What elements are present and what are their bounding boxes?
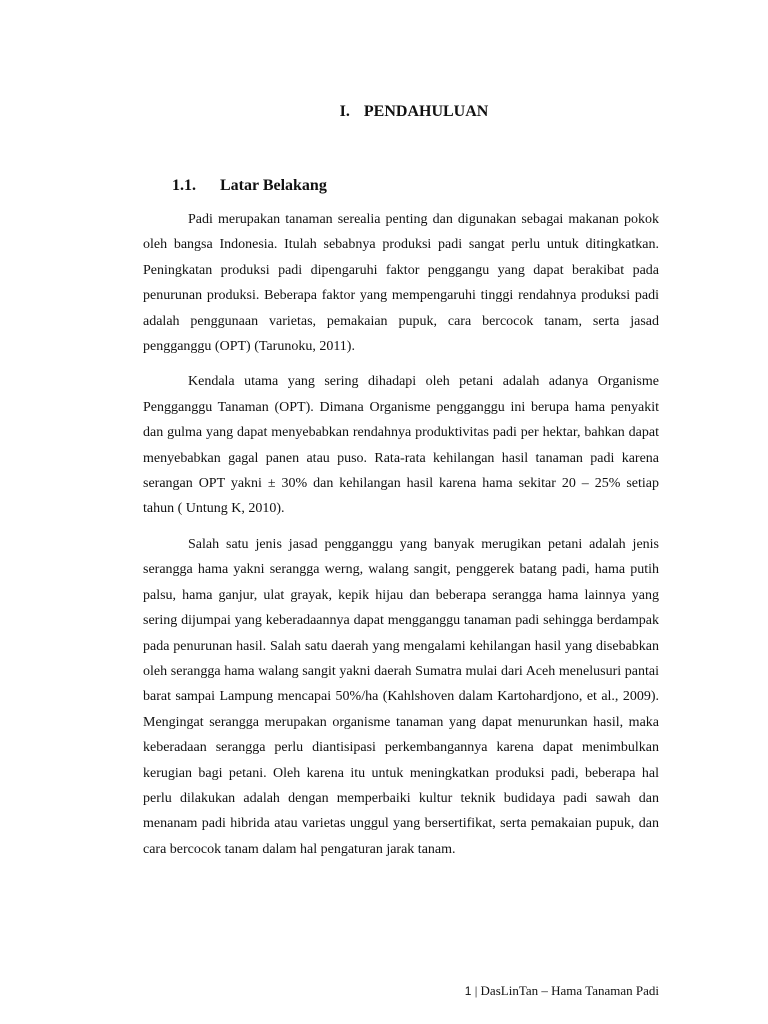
page-footer <box>465 983 659 999</box>
footer-separator: | <box>474 983 478 998</box>
chapter-number: I. <box>339 103 350 120</box>
body-text <box>143 207 659 872</box>
paragraph-2: Kendala utama yang sering dihadapi oleh petani adalah adanya Organisme Pengganggu Tanaman (OPT). Dimana Organisme pengganggu ini berupa hama penyakit dan gulma yang dapat menyebabkan rendahnya produktivitas padi per hektar, bahkan dapat menyebabkan gagal panen atau puso. Rata-rata kehilangan hasil tanaman padi karena serangan OPT yakni ± 30% dan kehilangan hasil karena hama sekitar 20 – 25% setiap tahun ( Untung K, 2010). <box>143 374 659 517</box>
page-number: 1 <box>464 984 472 998</box>
section-heading <box>172 177 327 195</box>
chapter-title <box>0 103 768 121</box>
section-title-text: Latar Belakang <box>220 177 327 194</box>
paragraph-3: Salah satu jenis jasad pengganggu yang banyak merugikan petani adalah jenis serangga hama yakni serangga werng, walang sangit, penggerek batang padi, hama putih palsu, hama ganjur, ulat grayak, kepik hijau dan beberapa serangga hama lainnya yang sering dijumpai yang keberadaannya dapat mengganggu tanaman padi sehingga berdampak pada penurunan hasil. Salah satu daerah yang mengalami kehilangan hasil yang disebabkan oleh serangga hama walang sangit yakni daerah Sumatra mulai dari Aceh menelusuri pantai barat sampai Lampung mencapai 50%/ha (Kahlshoven dalam Kartohardjono, et al., 2009). Mengingat serangga merupakan organisme tanaman yang dapat menurunkan hasil, maka keberadaan serangga perlu diantisipasi perkembangannya karena dapat menimbulkan kerugian bagi petani. Oleh karena itu untuk meningkatkan produksi padi, beberapa hal perlu dilakukan adalah dengan memperbaiki kultur teknik budidaya padi sawah dan menanam padi hibrida atau varietas unggul yang bersertifikat, serta pemakaian pupuk, dan cara bercocok tanam dalam hal pengaturan jarak tanam. <box>143 536 659 857</box>
section-number: 1.1. <box>172 177 196 194</box>
running-title: DasLinTan – Hama Tanaman Padi <box>480 983 659 998</box>
chapter-title-text: PENDAHULUAN <box>363 103 489 120</box>
paragraph-1: Padi merupakan tanaman serealia penting dan digunakan sebagai makanan pokok oleh bangsa Indonesia. Itulah sebabnya produksi padi sangat perlu untuk ditingkatkan. Peningkatan produksi padi dipengaruhi faktor penggangu yang dapat berakibat pada penurunan produksi. Beberapa faktor yang mempengaruhi tinggi rendahnya produksi padi adalah penggunaan varietas, pemakaian pupuk, cara bercocok tanam, serta jasad pengganggu (OPT) (Tarunoku, 2011). <box>143 212 659 355</box>
